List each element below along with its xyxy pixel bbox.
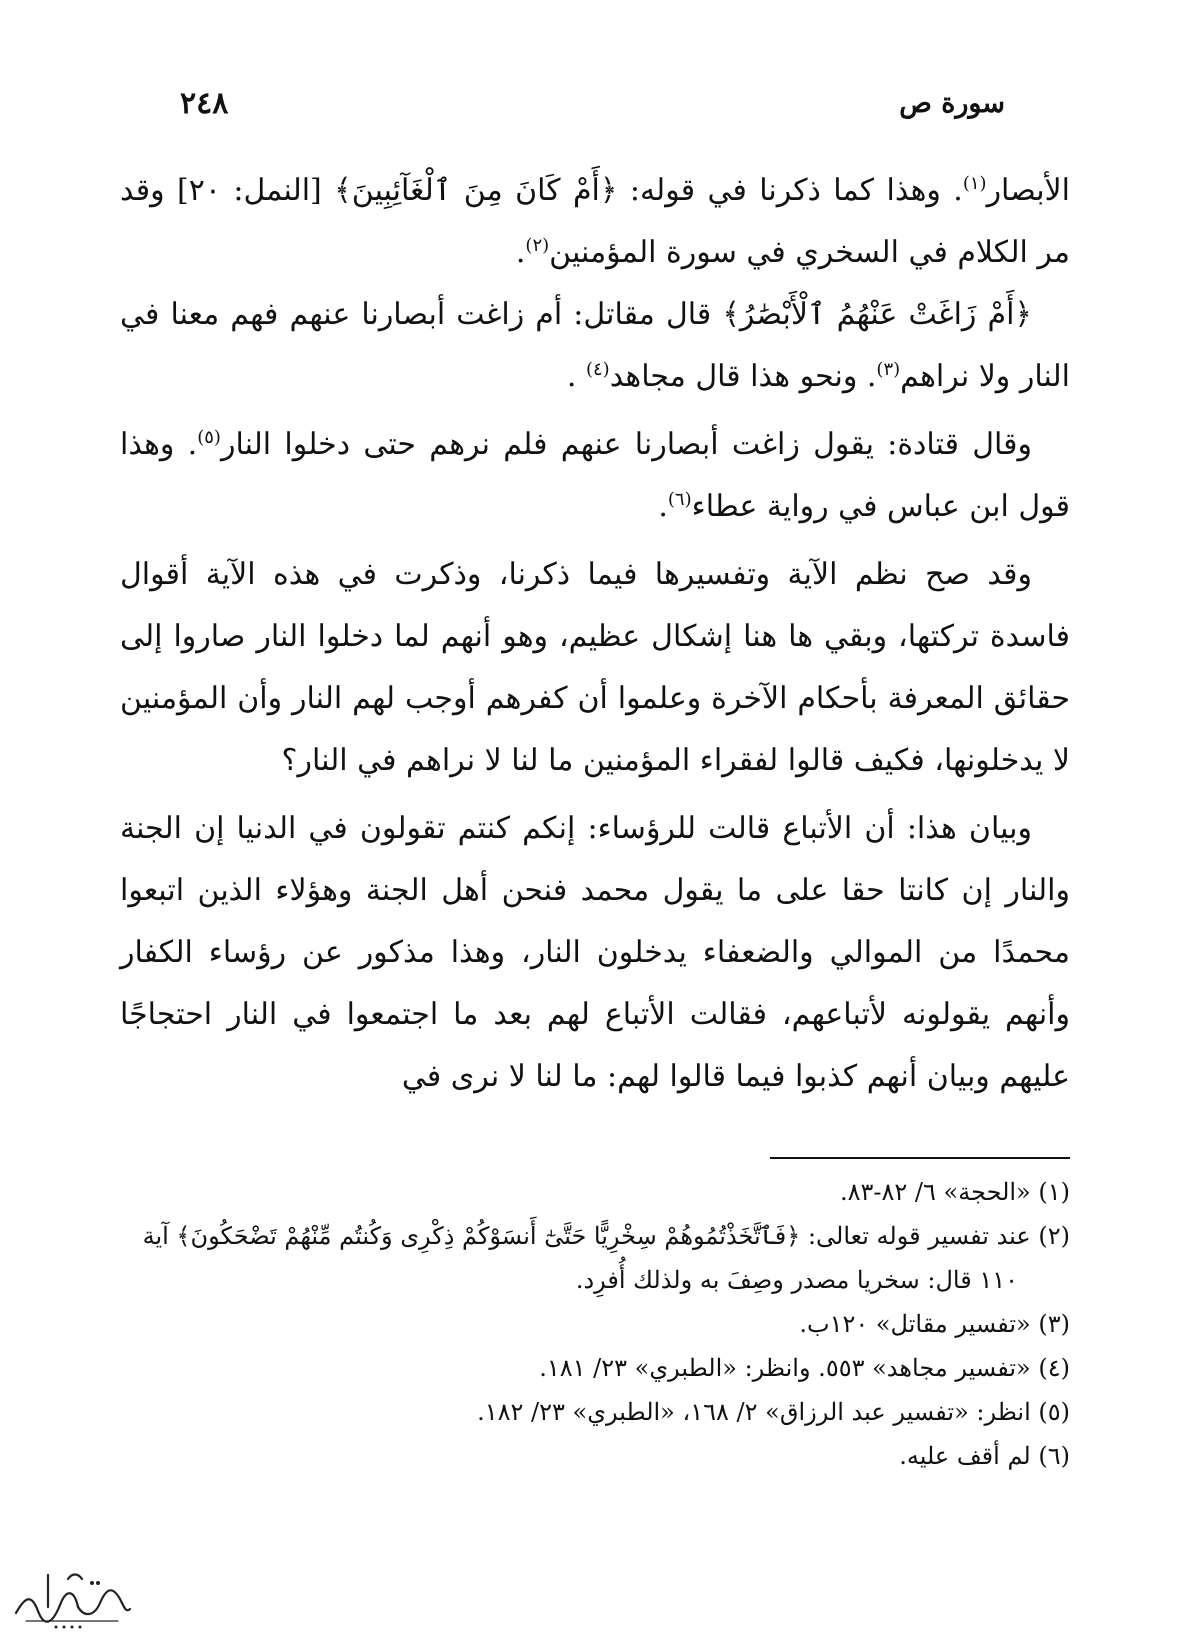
surah-title: سورة ص [899, 87, 1005, 119]
footnote-ref-6: (٦) [667, 489, 692, 510]
paragraph-4: وقد صح نظم الآية وتفسيرها فيما ذكرنا، وذكرت في هذه الآية أقوال فاسدة تركتها، وبقي ها هنا إشكال عظيم، وهو أنهم لما دخلوا النار صاروا إلى حقائق المعرفة بأحكام الآخرة وعلموا أن كفرهم أوجب لهم النار وأن المؤمنين لا يدخلونها، فكيف قالوا لفقراء المؤمنين ما لنا لا نراهم في النار؟ [120, 557, 1070, 778]
paragraph-2-text: ﴿أَمْ زَاغَتْ عَنْهُمُ ٱلْأَبْصَٰرُ﴾ قال مقاتل: أم زاغت أبصارنا عنهم فهم معنا في النار ولا نراهم [120, 297, 1070, 394]
paragraph-3-text-b: . وهذا قول ابن عباس في رواية عطاء [120, 427, 1070, 524]
paragraph-3-text: وقال قتادة: يقول زاغت أبصارنا عنهم فلم نرهم حتى دخلوا النار [220, 427, 1032, 462]
paragraph-3-end: . [658, 489, 668, 524]
paragraph-2-text-b: . ونحو هذا قال مجاهد [609, 359, 877, 394]
paragraph-5: وبيان هذا: أن الأتباع قالت للرؤساء: إنكم كنتم تقولون في الدنيا إن الجنة والنار إن كانتا حقا على ما يقول محمد فنحن أهل الجنة وهؤلاء الذين اتبعوا محمدًا من الموالي والضعفاء يدخلون النار، وهذا مذكور عن رؤساء الكفار وأنهم يقولونه لأتباعهم، فقالت الأتباع لهم بعد ما اجتمعوا في النار احتجاجًا عليهم وبيان أنهم كذبوا فيما قالوا لهم: ما لنا لا نرى في [120, 811, 1070, 1094]
footnote-ref-3: (٣) [876, 359, 901, 380]
paragraph-2-end: . [566, 359, 586, 394]
main-text [120, 160, 1070, 1108]
paragraph-1-start: الأبصار [986, 173, 1070, 208]
footnote-ref-4: (٤) [585, 359, 610, 380]
paragraph-1-text: . وهذا كما ذكرنا في قوله: ﴿أَمْ كَانَ مِنَ ٱلْغَآئِبِينَ﴾ [النمل: ٢٠] وقد مر الكلام في السخري في سورة المؤمنين [120, 173, 1070, 270]
footnote-2-continuation: ١١٠ قال: سخريا مصدر وصِفَ به ولذلك أُفرِد. [575, 1266, 1018, 1294]
page-header [180, 78, 1005, 128]
footnote-1: (١) «الحجة» ٦/ ٨٢-٨٣. [839, 1178, 1070, 1206]
publisher-logo-icon [8, 1555, 138, 1635]
footnote-ref-5: (٥) [197, 427, 221, 448]
paragraph-1-end: . [515, 235, 526, 270]
paragraph-1 [120, 160, 1070, 284]
footnote-ref-2: (٢) [525, 235, 550, 256]
footnote-2: (٢) عند تفسير قوله تعالى: ﴿فَٱتَّخَذْتُمُوهُمْ سِخْرِيًّا حَتَّىٰٓ أَنسَوْكُمْ ذِكْرِى وَكُنتُم مِّنْهُمْ تَضْحَكُونَ﴾ آية [142, 1222, 1070, 1250]
paragraph-3 [120, 414, 1070, 538]
footnote-5: (٥) انظر: «تفسير عبد الرزاق» ٢/ ١٦٨، «الطبري» ٢٣/ ١٨٢. [477, 1398, 1070, 1426]
footnote-4: (٤) «تفسير مجاهد» ٥٥٣. وانظر: «الطبري» ٢٣/ ١٨١. [539, 1354, 1070, 1382]
page-number: ٢٤٨ [180, 85, 229, 121]
footnote-separator [770, 1157, 1070, 1159]
paragraph-2 [120, 284, 1070, 408]
footnote-3: (٣) «تفسير مقاتل» ١٢٠ب. [799, 1310, 1070, 1338]
footnotes [120, 1170, 1070, 1478]
footnote-ref-1: (١) [962, 173, 987, 194]
footnote-6: (٦) لم أقف عليه. [899, 1442, 1070, 1470]
